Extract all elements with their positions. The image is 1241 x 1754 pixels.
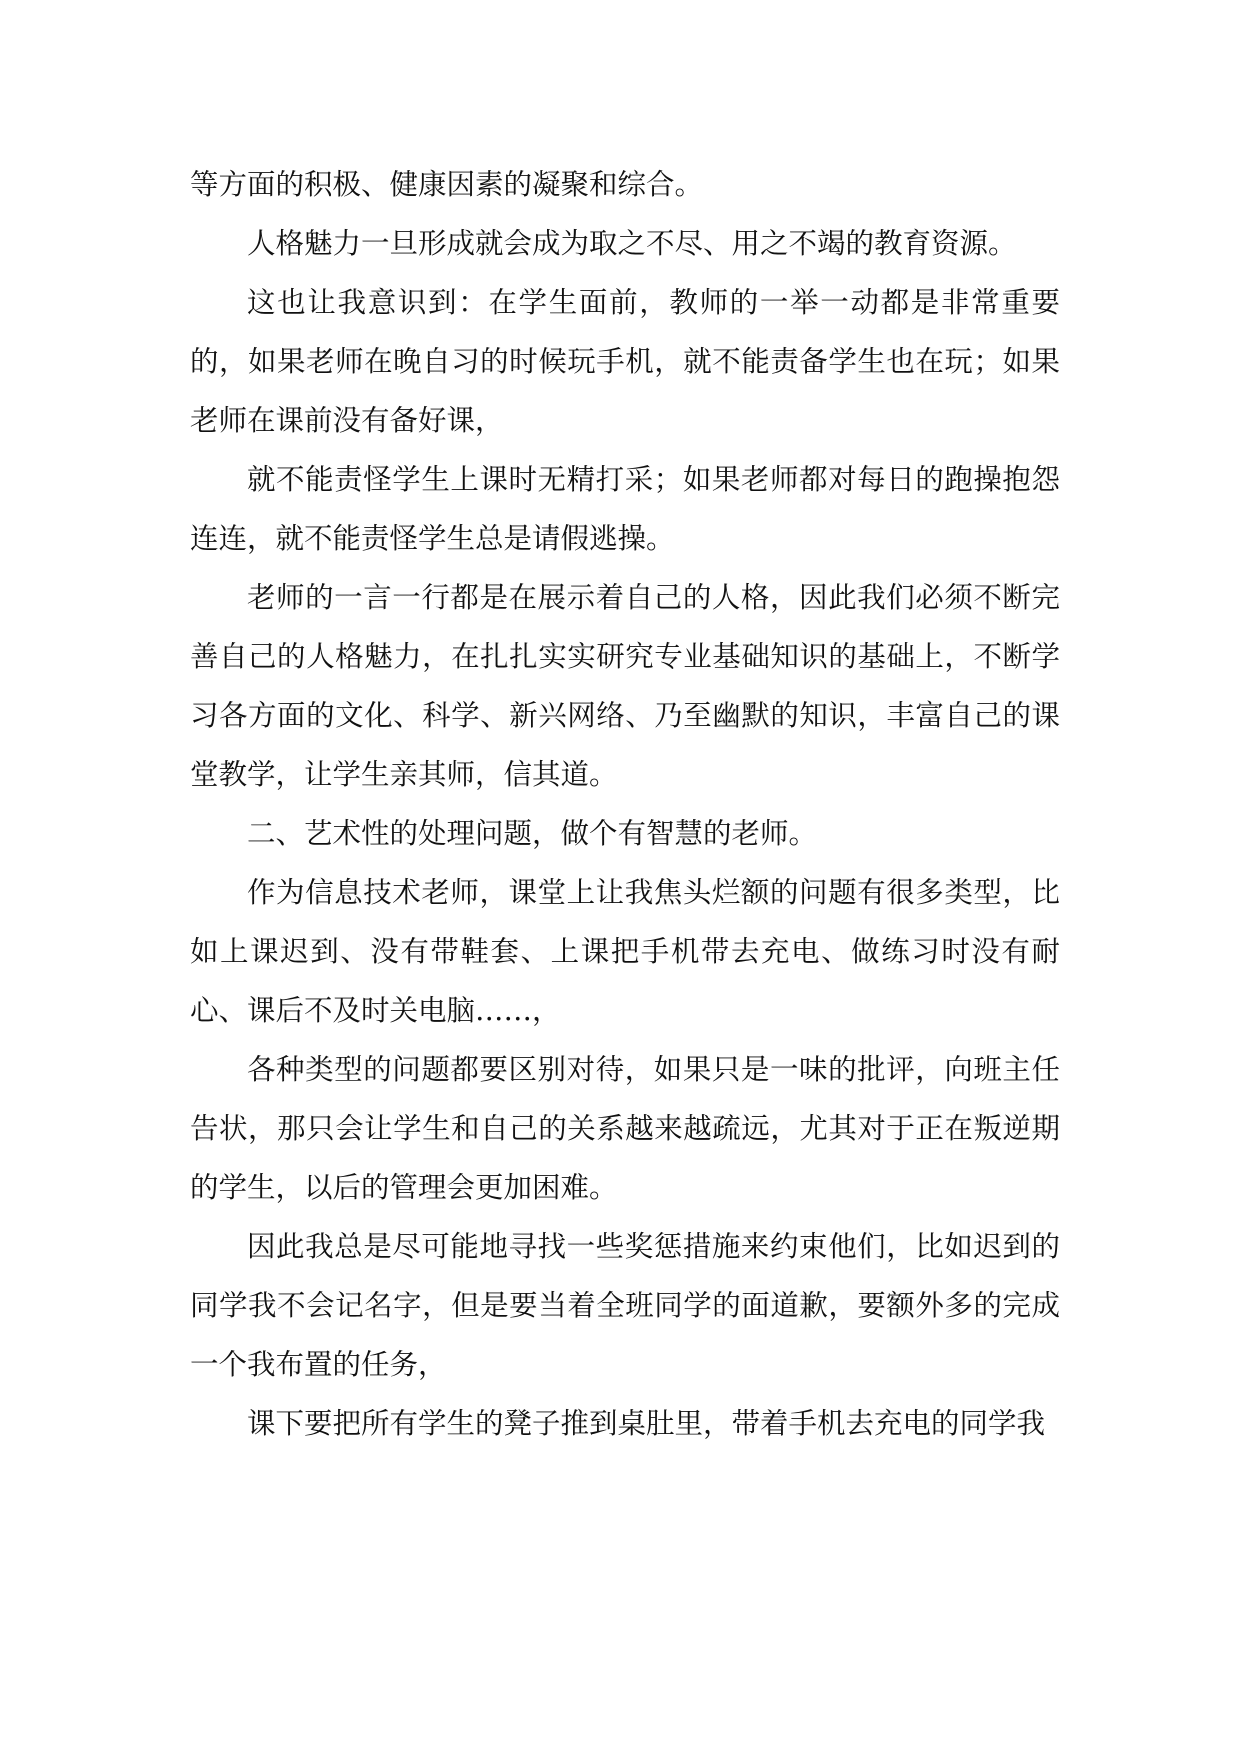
paragraph-2: 人格魅力一旦形成就会成为取之不尽、用之不竭的教育资源。 [247, 227, 1017, 260]
paragraph-4: 就不能责怪学生上课时无精打采；如果老师都对每日的跑操抱怨连连，就不能责怪学生总是请假逃操。 [190, 463, 1060, 555]
paragraph-5: 老师的一言一行都是在展示着自己的人格，因此我们必须不断完善自己的人格魅力，在扎扎实实研究专业基础知识的基础上，不断学习各方面的文化、科学、新兴网络、乃至幽默的知识，丰富自己的课堂教学，让学生亲其师，信其道。 [190, 581, 1060, 791]
paragraph-6: 作为信息技术老师，课堂上让我焦头烂额的问题有很多类型，比如上课迟到、没有带鞋套、上课把手机带去充电、做练习时没有耐心、课后不及时关电脑……， [190, 876, 1060, 1027]
paragraph-8: 因此我总是尽可能地寻找一些奖惩措施来约束他们，比如迟到的同学我不会记名字，但是要当着全班同学的面道歉，要额外多的完成一个我布置的任务， [190, 1230, 1060, 1381]
paragraph-7: 各种类型的问题都要区别对待，如果只是一味的批评，向班主任告状，那只会让学生和自己的关系越来越疏远，尤其对于正在叛逆期的学生，以后的管理会更加困难。 [190, 1053, 1060, 1204]
paragraph-1: 等方面的积极、健康因素的凝聚和综合。 [190, 168, 704, 201]
paragraph-3: 这也让我意识到：在学生面前，教师的一举一动都是非常重要的，如果老师在晚自习的时候玩手机，就不能责备学生也在玩；如果老师在课前没有备好课， [190, 286, 1060, 437]
document-body [190, 155, 1060, 1453]
section-heading: 二、艺术性的处理问题，做个有智慧的老师。 [247, 817, 818, 850]
paragraph-9: 课下要把所有学生的凳子推到桌肚里，带着手机去充电的同学我 [247, 1407, 1046, 1440]
